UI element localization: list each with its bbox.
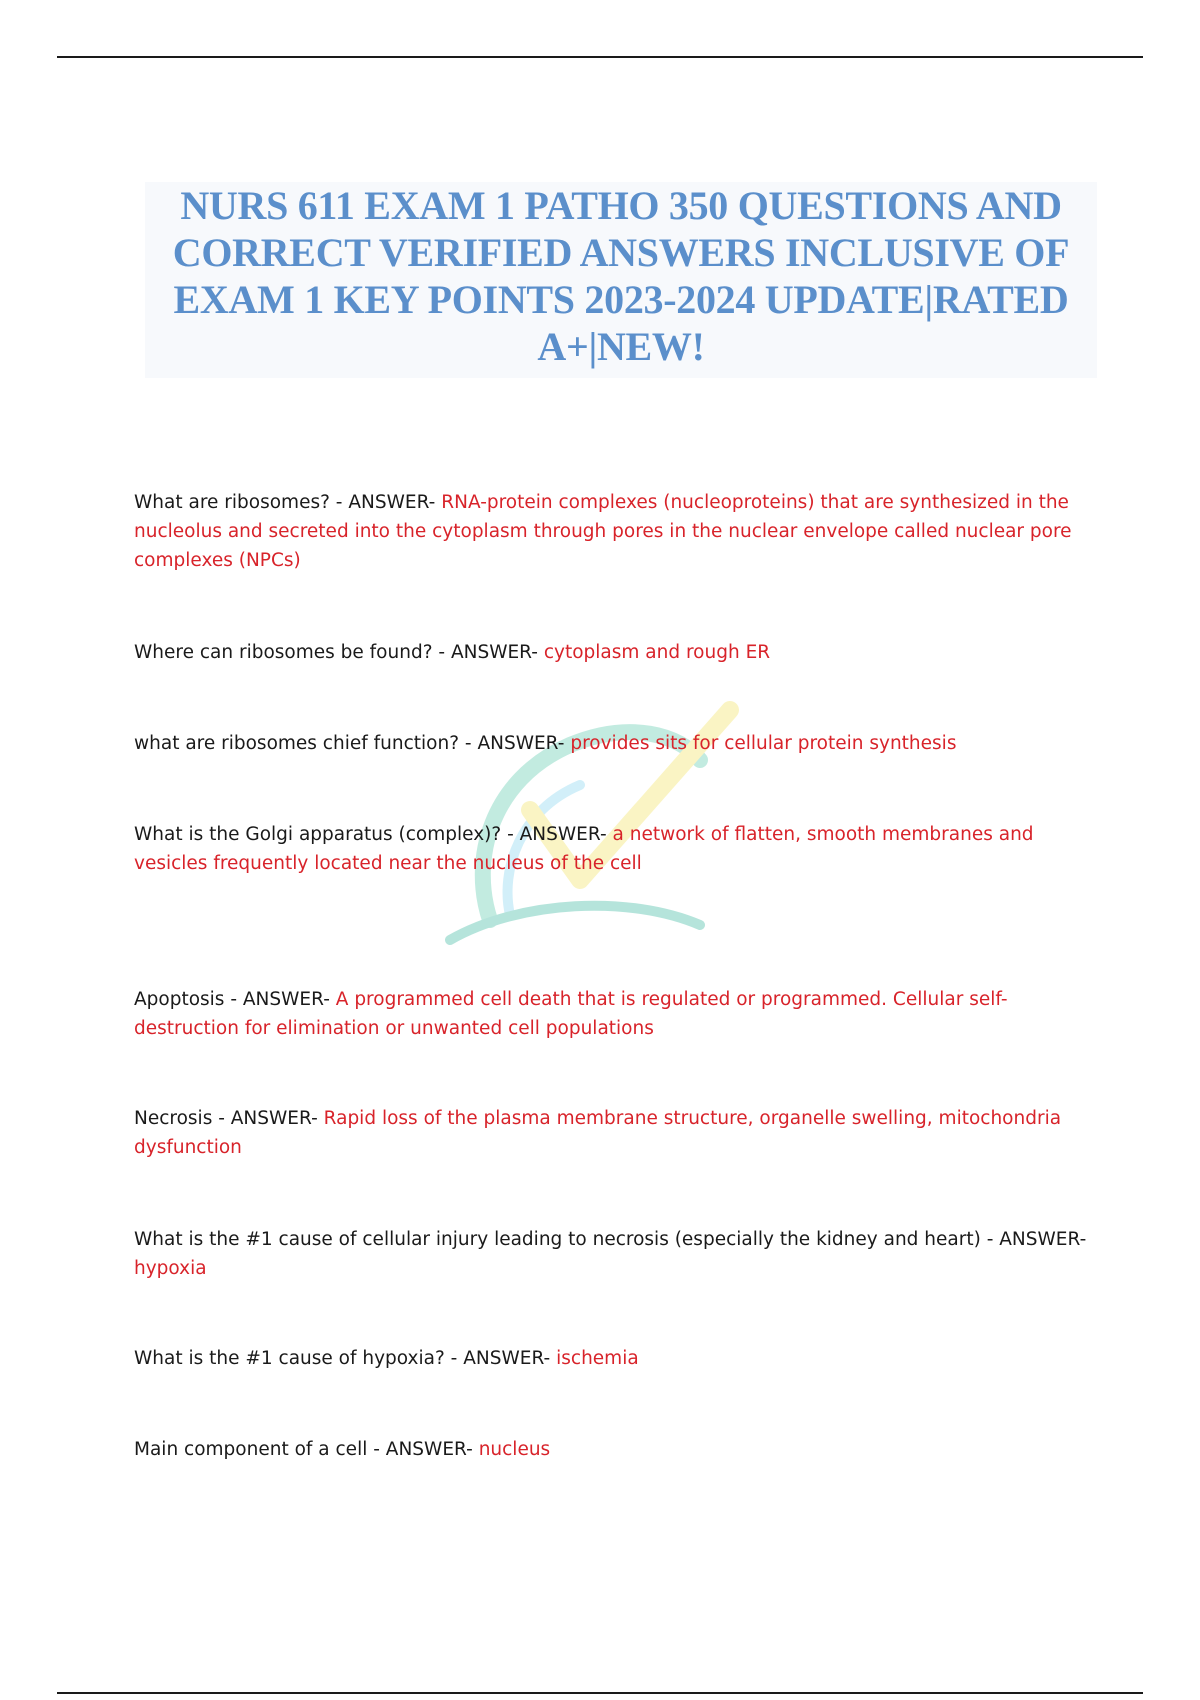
question-text: What is the Golgi apparatus (complex)?	[134, 824, 502, 845]
qa-item	[134, 1104, 1094, 1162]
answer-separator: - ANSWER-	[980, 1229, 1087, 1250]
document-title: NURS 611 EXAM 1 PATHO 350 QUESTIONS AND CORRECT VERIFIED ANSWERS INCLUSIVE OF EXAM 1 KEY POINTS 2023-2024 UPDATE|RATED A+|NEW!	[172, 183, 1070, 369]
qa-item	[134, 820, 1094, 878]
answer-separator: - ANSWER-	[224, 989, 336, 1010]
answer-text: a network of flatten, smooth membranes and vesicles frequently located near the nucleus of the cell	[134, 824, 1034, 874]
answer-separator: - ANSWER-	[501, 824, 613, 845]
answer-separator: - ANSWER-	[432, 642, 544, 663]
qa-item	[134, 1344, 1094, 1373]
answer-separator: - ANSWER-	[212, 1108, 324, 1129]
question-text: What is the #1 cause of cellular injury leading to necrosis (especially the kidney and heart)	[134, 1229, 981, 1250]
answer-separator: - ANSWER-	[444, 1348, 557, 1369]
question-text: Necrosis	[134, 1108, 213, 1129]
question-text: Where can ribosomes be found?	[134, 642, 433, 663]
qa-item	[134, 488, 1094, 575]
answer-separator: - ANSWER-	[329, 492, 442, 513]
qa-item	[134, 1225, 1094, 1283]
question-text: What are ribosomes?	[134, 492, 330, 513]
answer-text: provides sits for cellular protein synthesis	[570, 733, 957, 754]
answer-separator: - ANSWER-	[367, 1439, 479, 1460]
answer-text: hypoxia	[134, 1258, 207, 1279]
answer-text: ischemia	[556, 1348, 639, 1369]
question-text: Main component of a cell	[134, 1439, 368, 1460]
qa-item	[134, 729, 1094, 758]
answer-text: Rapid loss of the plasma membrane structure, organelle swelling, mitochondria dysfunction	[134, 1108, 1062, 1158]
answer-text: nucleus	[478, 1439, 551, 1460]
answer-text: cytoplasm and rough ER	[543, 642, 771, 663]
bottom-divider	[57, 1692, 1143, 1694]
qa-item	[134, 1435, 1094, 1464]
question-text: What is the #1 cause of hypoxia?	[134, 1348, 445, 1369]
question-text: what are ribosomes chief function?	[134, 733, 460, 754]
answer-separator: - ANSWER-	[459, 733, 571, 754]
qa-item	[134, 638, 1094, 667]
top-divider	[57, 56, 1143, 58]
qa-item	[134, 985, 1094, 1043]
question-text: Apoptosis	[134, 989, 225, 1010]
answer-text: A programmed cell death that is regulated or programmed. Cellular self-destruction for elimination or unwanted cell populations	[134, 989, 1008, 1039]
answer-text: RNA-protein complexes (nucleoproteins) that are synthesized in the nucleolus and secreted into the cytoplasm through pores in the nuclear envelope called nuclear pore complexes (NPCs)	[134, 492, 1072, 571]
